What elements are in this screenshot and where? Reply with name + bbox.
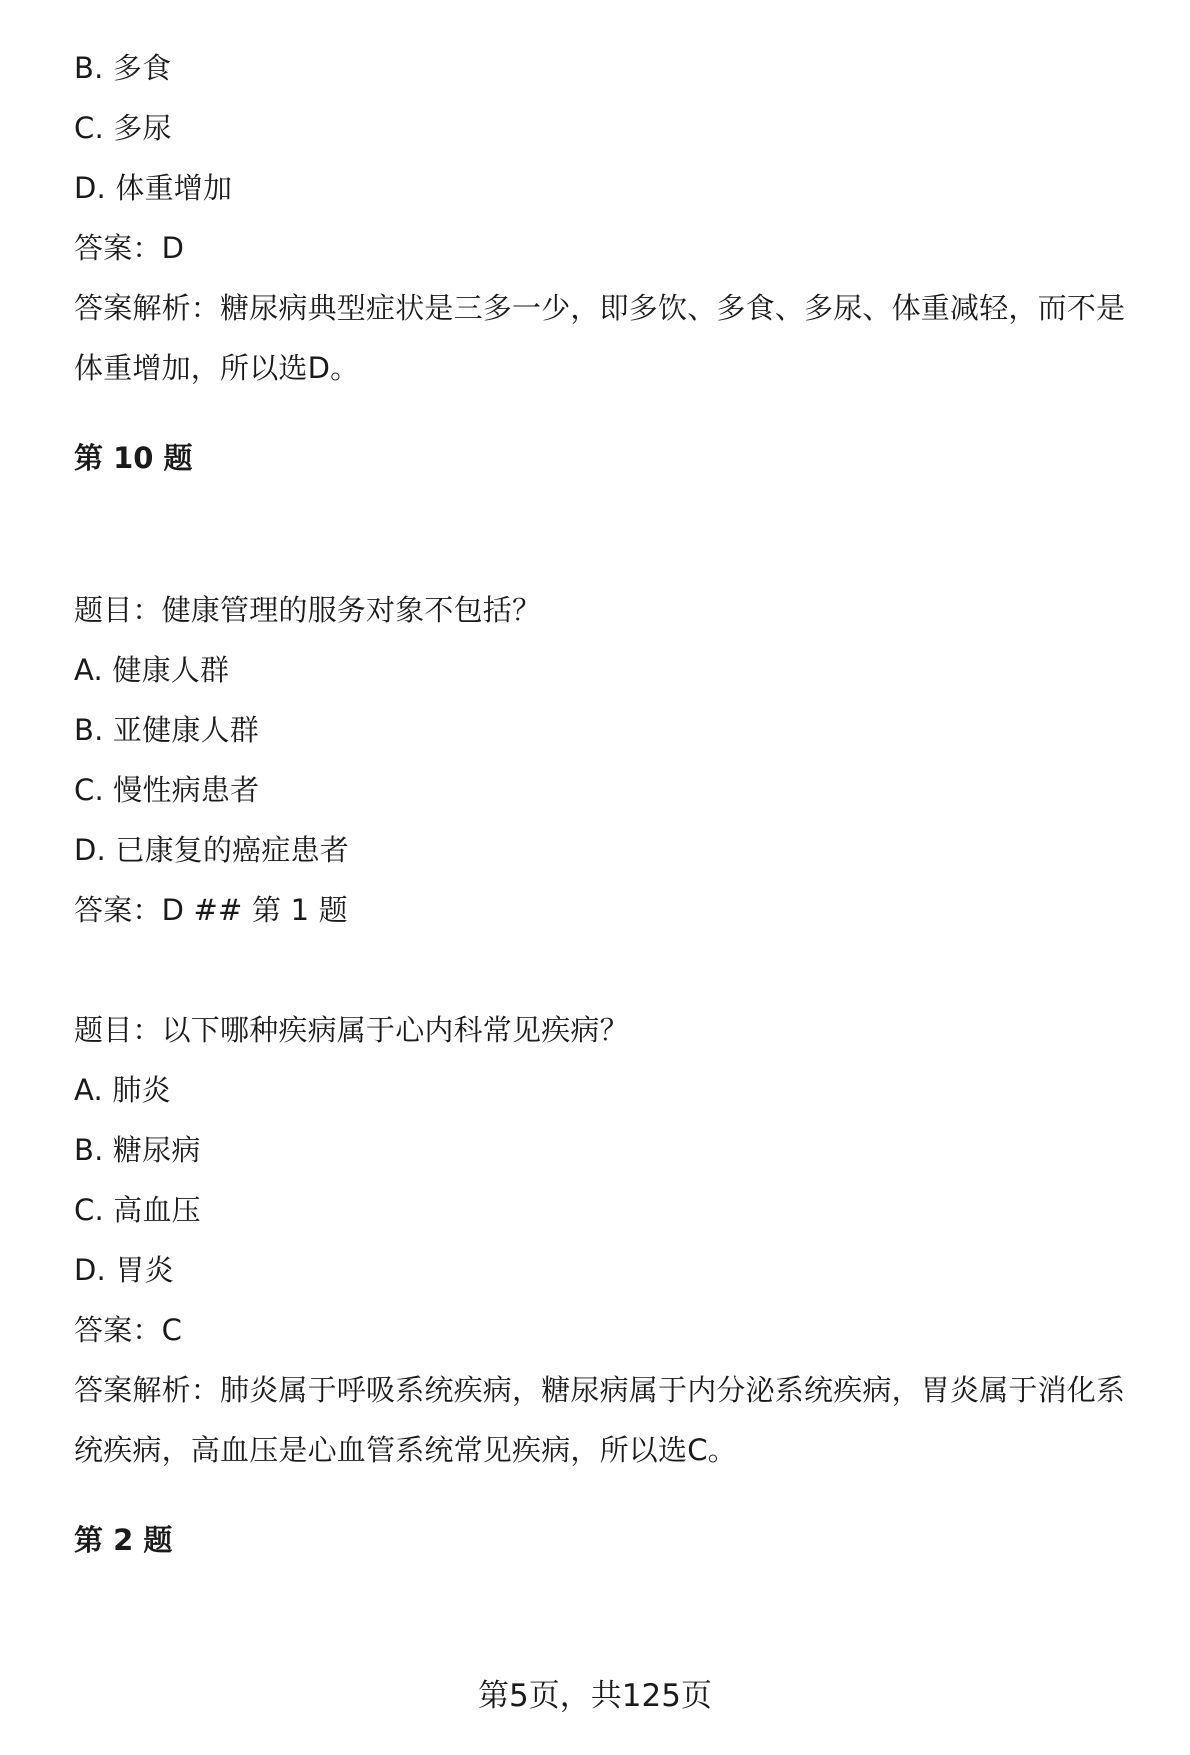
page-number: 第5页，共125页 bbox=[478, 1678, 712, 1714]
q10-question: 题目：健康管理的服务对象不包括？ bbox=[74, 593, 542, 627]
q9-option-d: D. 体重增加 bbox=[74, 171, 233, 205]
q1-option-d: D. 胃炎 bbox=[74, 1253, 174, 1287]
q10-option-c: C. 慢性病患者 bbox=[74, 773, 260, 807]
q2-heading: 第 2 题 bbox=[74, 1523, 173, 1557]
q1-question: 题目：以下哪种疾病属于心内科常见疾病？ bbox=[74, 1013, 629, 1047]
q9-analysis-line-1: 答案解析：糖尿病典型症状是三多一少，即多饮、多食、多尿、体重减轻，而不是 bbox=[74, 291, 1126, 325]
q1-analysis-line-1: 答案解析：肺炎属于呼吸系统疾病，糖尿病属于内分泌系统疾病，胃炎属于消化系 bbox=[74, 1373, 1126, 1407]
q10-option-a: A. 健康人群 bbox=[74, 653, 230, 687]
q1-option-c: C. 高血压 bbox=[74, 1193, 201, 1227]
q1-analysis-line-2: 统疾病，高血压是心血管系统常见疾病，所以选C。 bbox=[74, 1433, 737, 1467]
q9-option-c: C. 多尿 bbox=[74, 111, 172, 145]
q9-option-b: B. 多食 bbox=[74, 51, 172, 85]
q1-option-a: A. 肺炎 bbox=[74, 1073, 171, 1107]
q10-heading: 第 10 题 bbox=[74, 441, 193, 475]
q10-option-d: D. 已康复的癌症患者 bbox=[74, 833, 349, 867]
q9-answer: 答案：D bbox=[74, 231, 185, 265]
q10-option-b: B. 亚健康人群 bbox=[74, 713, 259, 747]
q9-analysis-line-2: 体重增加，所以选D。 bbox=[74, 351, 360, 385]
q1-answer: 答案：C bbox=[74, 1313, 183, 1347]
q1-option-b: B. 糖尿病 bbox=[74, 1133, 201, 1167]
q10-answer: 答案：D ## 第 1 题 bbox=[74, 893, 348, 927]
